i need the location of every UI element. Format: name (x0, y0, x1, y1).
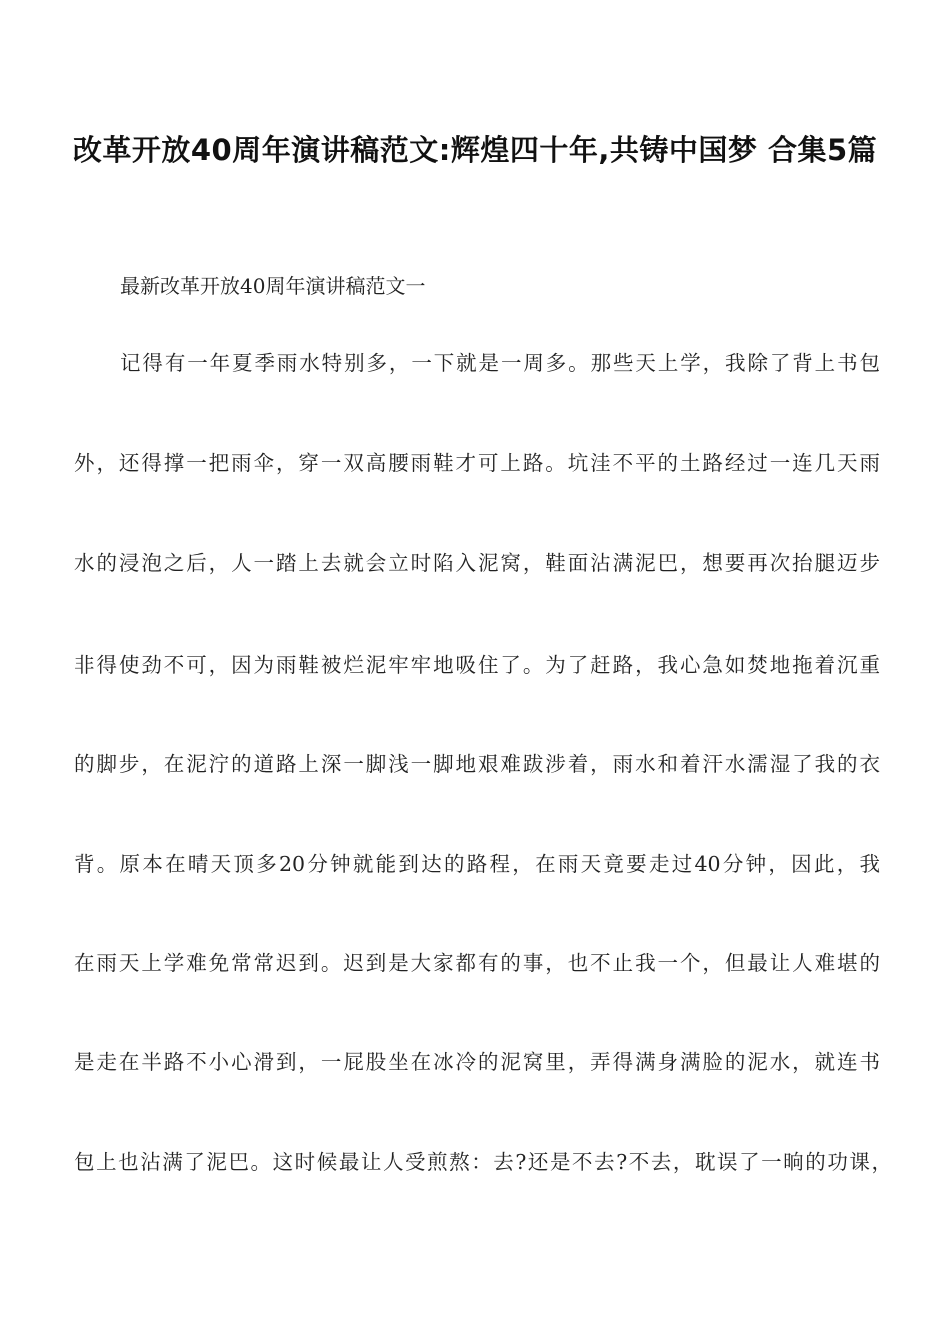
paragraph-line: 在雨天上学难免常常迟到。迟到是大家都有的事，也不止我一个，但最让人难堪的 (74, 951, 880, 975)
document-title: 改革开放40周年演讲稿范文:辉煌四十年,共铸中国梦 合集5篇 (72, 133, 878, 167)
paragraph-line: 水的浸泡之后，人一踏上去就会立时陷入泥窝，鞋面沾满泥巴，想要再次抬腿迈步 (74, 551, 880, 575)
paragraph-line: 包上也沾满了泥巴。这时候最让人受煎熬：去?还是不去?不去，耽误了一晌的功课， (74, 1150, 892, 1174)
paragraph-line: 非得使劲不可，因为雨鞋被烂泥牢牢地吸住了。为了赶路，我心急如焚地拖着沉重 (74, 653, 880, 677)
section-heading: 最新改革开放40周年演讲稿范文一 (120, 274, 426, 298)
paragraph-line: 外，还得撑一把雨伞，穿一双高腰雨鞋才可上路。坑洼不平的土路经过一连几天雨 (74, 451, 880, 475)
paragraph-line: 是走在半路不小心滑到，一屁股坐在冰冷的泥窝里，弄得满身满脸的泥水，就连书 (74, 1050, 880, 1074)
paragraph-line: 背。原本在晴天顶多20分钟就能到达的路程，在雨天竟要走过40分钟，因此，我 (74, 852, 880, 876)
paragraph-line: 记得有一年夏季雨水特别多，一下就是一周多。那些天上学，我除了背上书包 (120, 351, 880, 375)
paragraph-line: 的脚步，在泥泞的道路上深一脚浅一脚地艰难跋涉着，雨水和着汗水濡湿了我的衣 (74, 752, 880, 776)
